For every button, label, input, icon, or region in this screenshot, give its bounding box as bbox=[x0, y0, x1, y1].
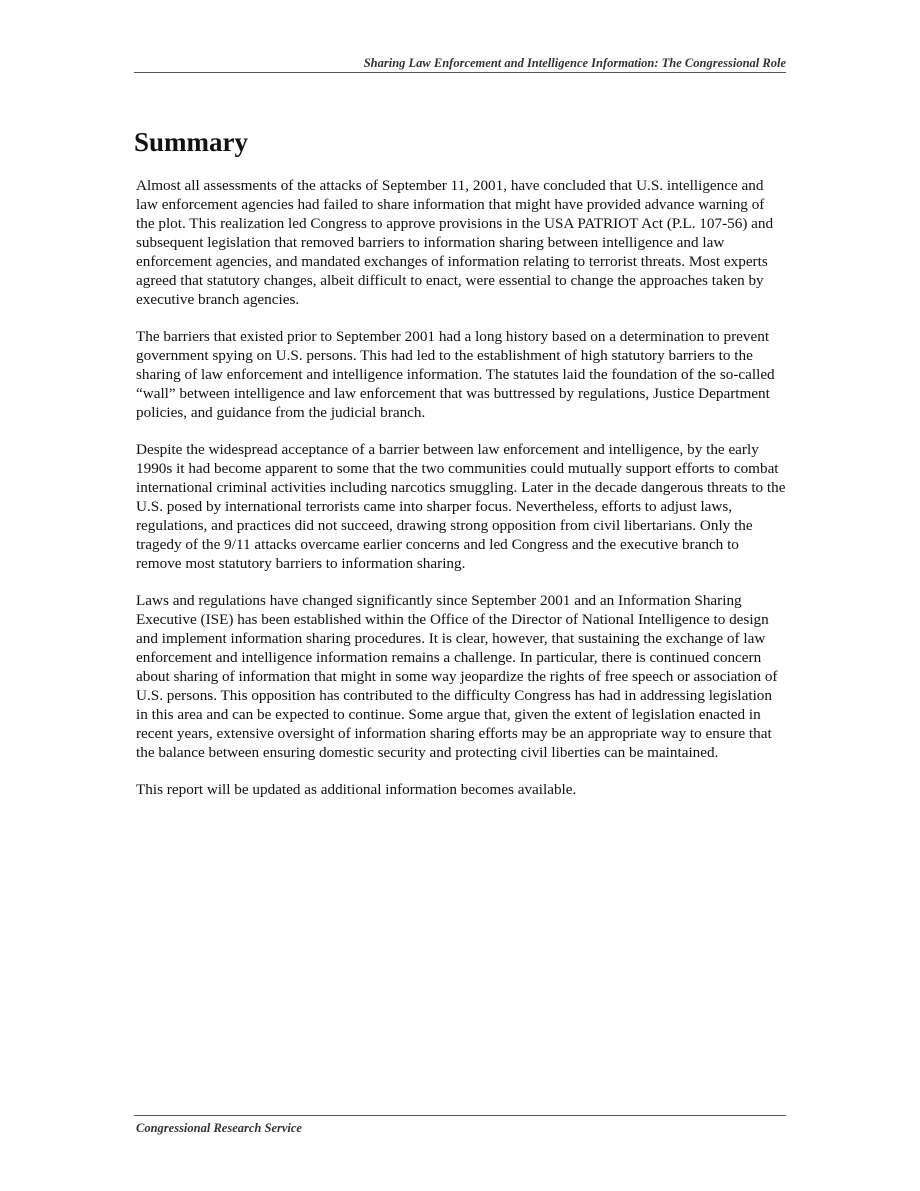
footer-rule bbox=[134, 1115, 786, 1116]
paragraph-1: Almost all assessments of the attacks of September 11, 2001, have concluded that U.S. intelligence and law enforcement agencies had failed to share information that might have provided advance warning of the plot. This realization led Congress to approve provisions in the USA PATRIOT Act (P.L. 107-56) and subsequent legislation that removed barriers to information sharing between intelligence and law enforcement agencies, and mandated exchanges of information relating to terrorist threats. Most experts agreed that statutory changes, albeit difficult to enact, were essential to change the approaches taken by executive branch agencies. bbox=[136, 177, 774, 308]
paragraph-5: This report will be updated as additional information becomes available. bbox=[136, 781, 577, 798]
header-rule bbox=[134, 72, 786, 73]
running-footer: Congressional Research Service bbox=[136, 1121, 302, 1135]
paragraph-4: Laws and regulations have changed significantly since September 2001 and an Information Sharing Executive (ISE) has been established within the Office of the Director of National Intelligence to design and implement information sharing procedures. It is clear, however, that sustaining the exchange of law enforcement and intelligence information remains a challenge. In particular, there is continued concern about sharing of information that might in some way jeopardize the rights of free speech or association of U.S. persons. This opposition has contributed to the difficulty Congress has had in addressing legislation in this area and can be expected to continue. Some argue that, given the extent of legislation enacted in recent years, extensive oversight of information sharing efforts may be an appropriate way to ensure that the balance between ensuring domestic security and protecting civil liberties can be maintained. bbox=[136, 592, 778, 761]
running-header: Sharing Law Enforcement and Intelligence Information: The Congressional Role bbox=[363, 56, 786, 70]
paragraph-3: Despite the widespread acceptance of a barrier between law enforcement and intelligence, by the early 1990s it had become apparent to some that the two communities could mutually support efforts to combat international criminal activities including narcotics smuggling. Later in the decade dangerous threats to the U.S. posed by international terrorists came into sharper focus. Nevertheless, efforts to adjust laws, regulations, and practices did not succeed, drawing strong opposition from civil libertarians. Only the tragedy of the 9/11 attacks overcame earlier concerns and led Congress and the executive branch to remove most statutory barriers to information sharing. bbox=[136, 441, 786, 572]
summary-body bbox=[136, 176, 786, 817]
section-heading: Summary bbox=[134, 127, 248, 157]
paragraph-2: The barriers that existed prior to September 2001 had a long history based on a determination to prevent government spying on U.S. persons. This had led to the establishment of high statutory barriers to the sharing of law enforcement and intelligence information. The statutes laid the foundation of the so-called “wall” between intelligence and law enforcement that was buttressed by regulations, Justice Department policies, and guidance from the judicial branch. bbox=[136, 328, 775, 421]
